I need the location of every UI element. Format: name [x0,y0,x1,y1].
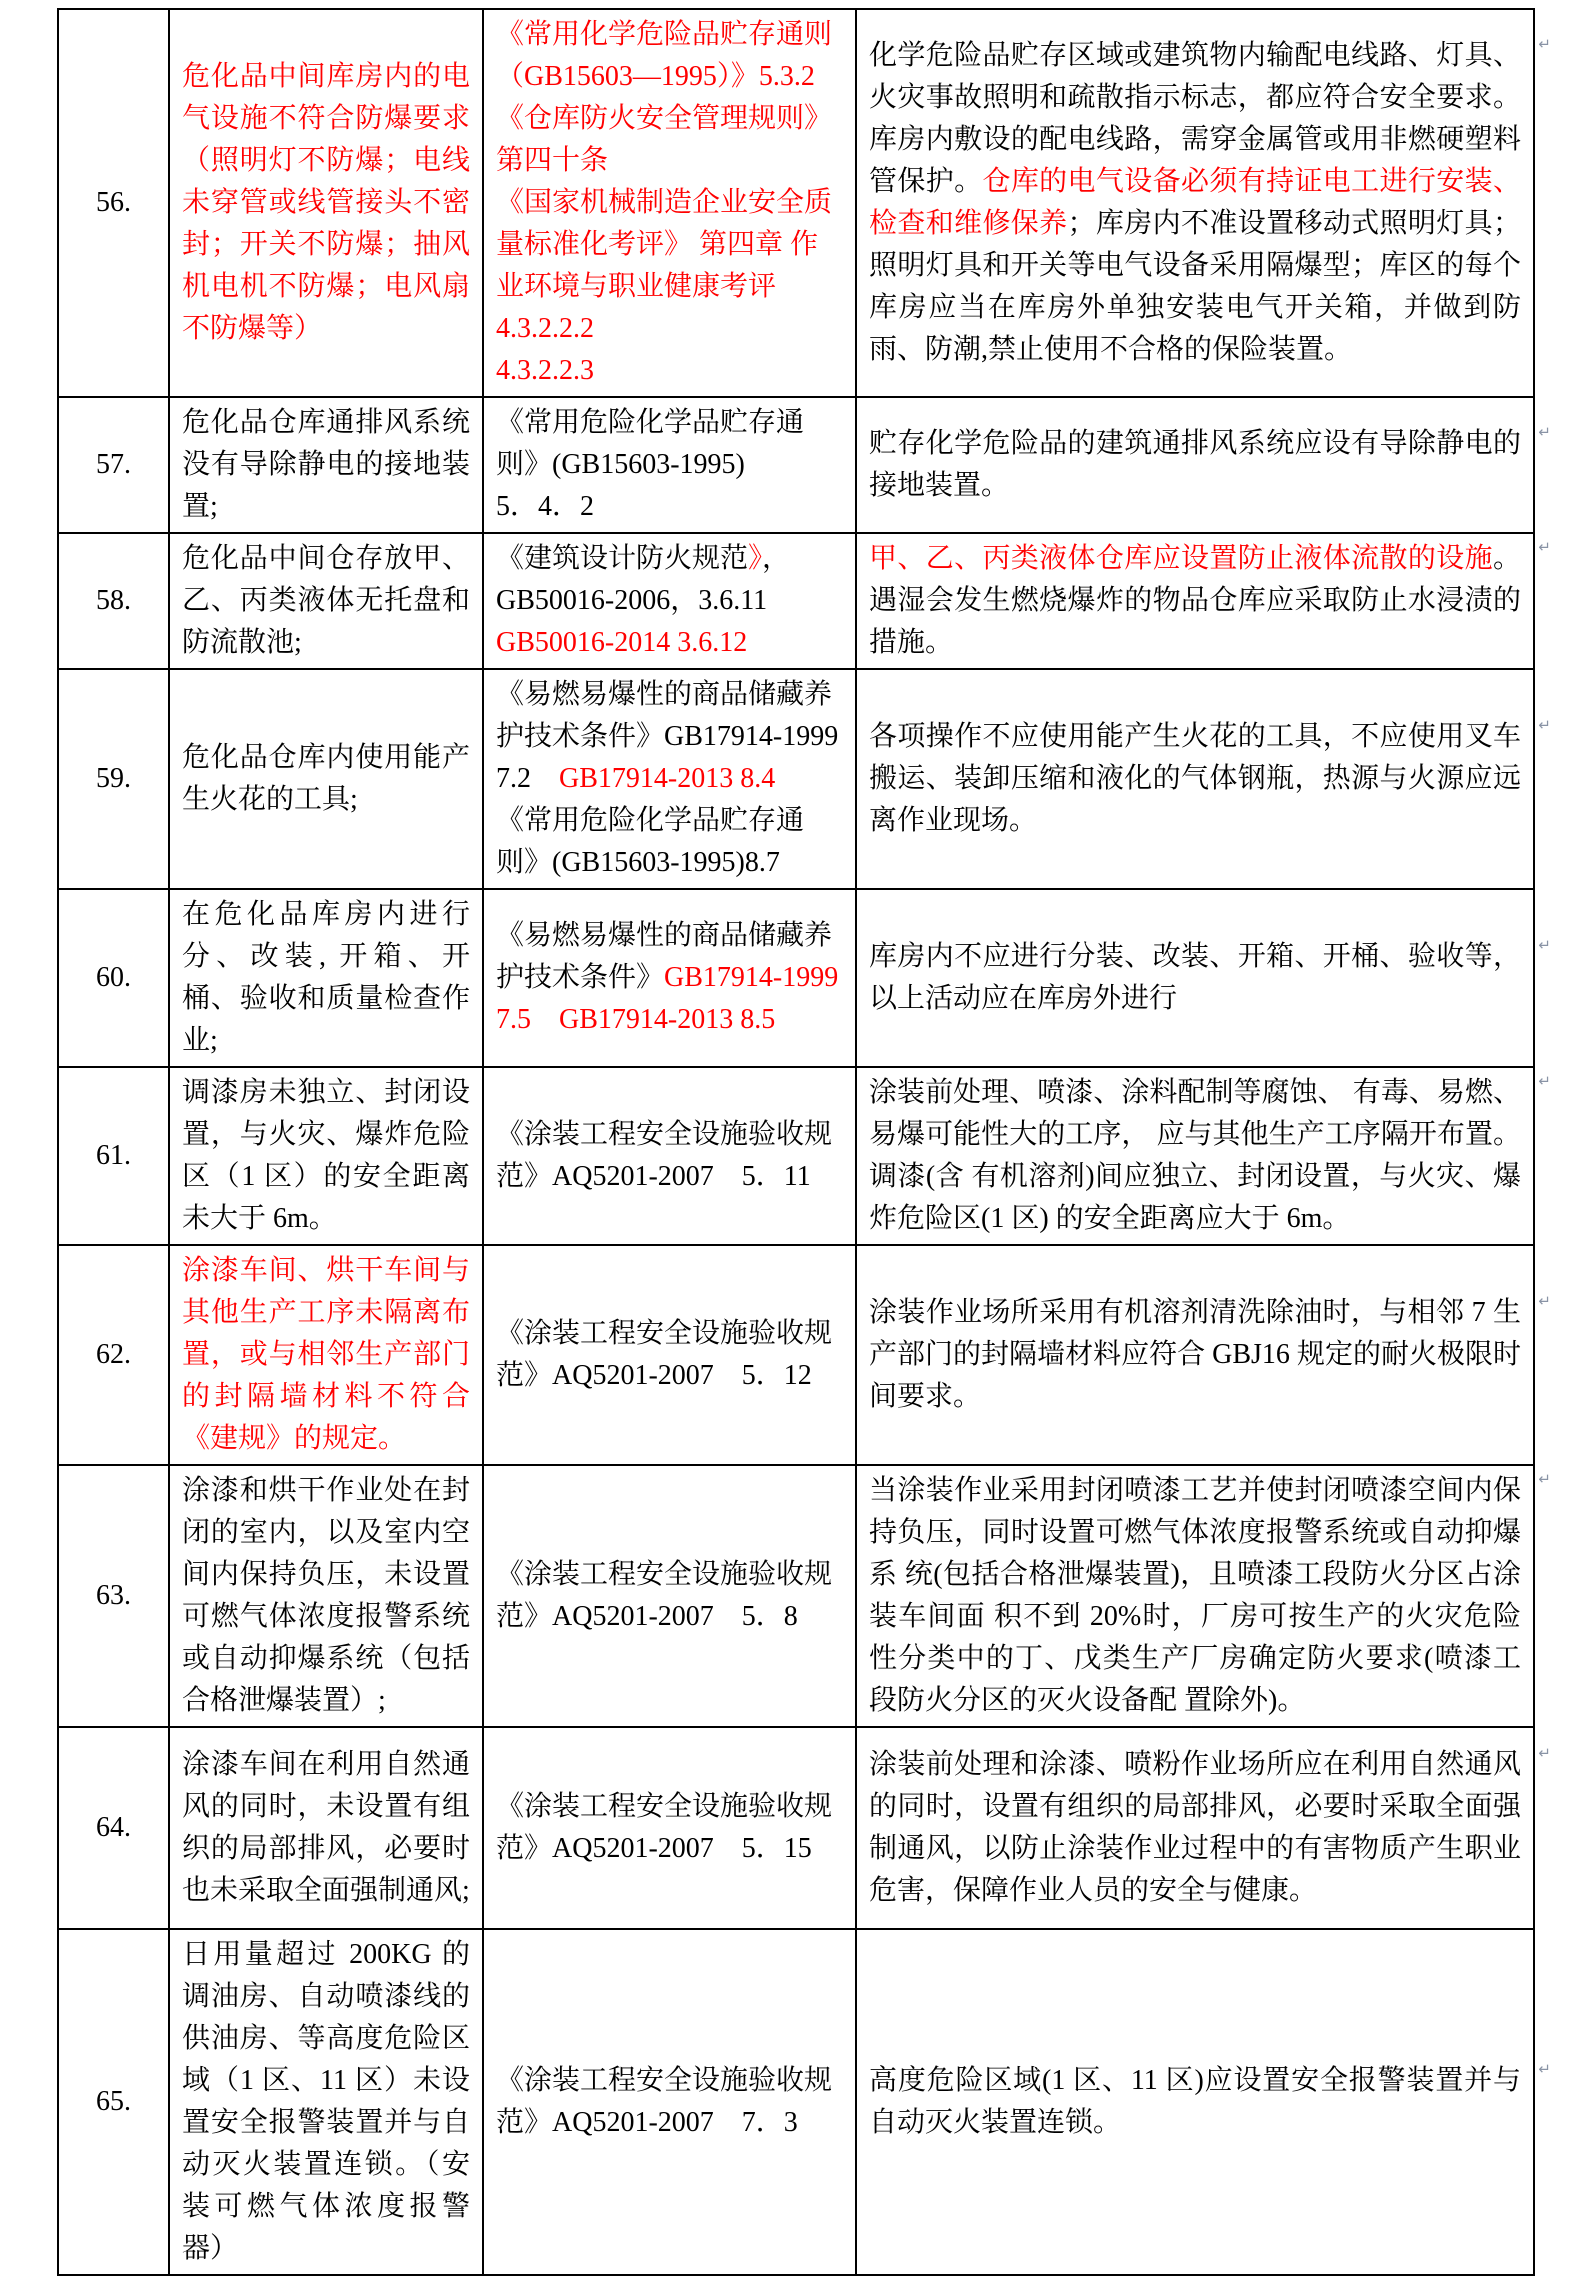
problem-text [182,737,470,821]
paragraph-mark-icon: ↵ [1538,423,1551,441]
table-row [58,669,1534,889]
text-segment: 涂漆和烘干作业处在封闭的室内，以及室内空间内保持负压，未设置可燃气体浓度报警系统或自动抑爆系统（包括合格泄爆装置）; [182,1475,470,1716]
problem-cell [169,1245,483,1465]
basis-text [496,2060,843,2144]
text-segment: 高度危险区域(1 区、11 区)应设置安全报警装置并与自动灭火装置连锁。 [869,2065,1521,2138]
paragraph-mark-icon: ↵ [1538,2060,1551,2078]
problem-text [182,538,470,664]
text-segment: 》 [748,543,763,574]
paragraph-mark-icon: ↵ [1538,538,1551,556]
basis-cell [483,397,856,533]
paragraph-mark-icon: ↵ [1538,1470,1551,1488]
basis-cell [483,533,856,669]
text-segment: 《涂装工程安全设施验收规范》AQ5201-2007 5．12 [496,1318,833,1391]
problem-text [182,56,470,350]
requirement-text [869,1470,1551,1722]
basis-text [496,1786,843,1870]
text-segment: 调漆房未独立、封闭设置，与火灾、爆炸危险区（1 区）的安全距离未大于 6m。 [182,1077,470,1234]
text-segment: ；库房内不准设置移动式照明灯具；照明灯具和开关等电气设备采用隔爆型；库区的每个库房应当在库房外单独安装电气开关箱，并做到防雨、防潮,禁止使用不合格的保险装置。 [869,208,1521,365]
paragraph-mark-icon: ↵ [1538,716,1551,734]
text-segment: 涂漆车间、烘干车间与其他生产工序未隔离布置，或与相邻生产部门的封隔墙材料不符合《建规》的规定。 [182,1255,470,1454]
table-row [58,889,1534,1067]
paragraph-mark-icon: ↵ [1538,1072,1551,1090]
problem-cell [169,1929,483,2275]
problem-cell [169,1727,483,1929]
problem-text [182,1250,470,1460]
text-segment: 日用量超过 200KG 的调油房、自动喷漆线的供油房、等高度危险区域（1 区、11 区）未设置安全报警装置并与自动灭火装置连锁。（安装可燃气体浓度报警器） [182,1939,470,2264]
row-number: 63. [58,1465,169,1727]
text-segment: 甲、乙、丙类液体仓库应设置防止液体流散的设施 [869,543,1493,574]
text-segment: 《仓库防火安全管理规则》第四十条 [496,103,833,176]
basis-cell [483,889,856,1067]
problem-text [182,1744,470,1912]
problem-cell [169,533,483,669]
text-segment: GB17914-1999 7.5 GB17914-2013 8.5 [496,962,839,1035]
text-segment: 涂装前处理和涂漆、喷粉作业场所应在利用自然通风的同时，设置有组织的局部排风，必要时采取全面强制通风，以防止涂装作业过程中的有害物质产生职业危害，保障作业人员的安全与健康。 [869,1749,1521,1906]
text-segment: 《涂装工程安全设施验收规范》AQ5201-2007 7．3 [496,2065,833,2138]
text-segment: 《涂装工程安全设施验收规范》AQ5201-2007 5．15 [496,1791,833,1864]
text-segment: 《建筑设计防火规范 [496,543,749,574]
basis-cell [483,669,856,889]
requirement-text [869,716,1551,842]
text-segment: 贮存化学危险品的建筑通排风系统应设有导除静电的接地装置。 [869,428,1521,501]
basis-text [496,1114,843,1198]
requirement-text [869,2060,1551,2144]
requirement-cell [856,1929,1551,2275]
text-segment: 《常用危险化学品贮存通则》(GB15603-1995) [496,407,805,480]
text-segment: 危化品中间库房内的电气设施不符合防爆要求（照明灯不防爆；电线未穿管或线管接头不密封；开关不防爆；抽风机电机不防爆；电风扇不防爆等） [182,61,470,344]
text-segment: 各项操作不应使用能产生火花的工具，不应使用叉车搬运、装卸压缩和液化的气体钢瓶，热源与火源应远离作业现场。 [869,721,1521,836]
requirement-text [869,1072,1551,1240]
row-number: 58. [58,533,169,669]
table-row [58,9,1534,397]
requirement-cell [856,533,1551,669]
text-segment: 。遇湿会发生燃烧爆炸的物品仓库应采取防止水浸渍的措施。 [869,543,1521,658]
requirement-text [869,35,1551,371]
basis-cell [483,1245,856,1465]
basis-cell [483,1727,856,1929]
row-number: 62. [58,1245,169,1465]
table-row [58,1727,1534,1929]
text-segment: 《易燃易爆性的商品储藏养护技术条件》 [496,920,833,993]
text-segment: GB17914-2013 8.4 [559,763,776,794]
text-segment: 危化品中间仓存放甲、乙、丙类液体无托盘和防流散池; [182,543,470,658]
row-number: 65. [58,1929,169,2275]
text-segment: 库房内不应进行分装、改装、开箱、开桶、验收等，以上活动应在库房外进行 [869,941,1521,1014]
text-segment: 涂漆车间在利用自然通风的同时，未设置有组织的局部排风，必要时也未采取全面强制通风; [182,1749,470,1906]
row-number: 61. [58,1067,169,1245]
problem-cell [169,1067,483,1245]
requirement-text [869,1744,1551,1912]
row-number: 64. [58,1727,169,1929]
problem-cell [169,889,483,1067]
row-number: 59. [58,669,169,889]
text-segment: 仓库的电气设备必须有持证电工进行安装、检查和维修保养 [869,166,1521,239]
row-number: 60. [58,889,169,1067]
problem-cell [169,397,483,533]
requirement-cell [856,889,1551,1067]
row-number: 57. [58,397,169,533]
requirement-cell [856,1245,1551,1465]
text-segment: 4.3.2.2.2 [496,313,594,344]
requirement-cell [856,669,1551,889]
requirement-cell [856,397,1551,533]
basis-text [496,538,843,664]
table-row [58,1465,1534,1727]
problem-text [182,894,470,1062]
table-row [58,533,1534,669]
basis-cell [483,1465,856,1727]
text-segment: 化学危险品贮存区域或建筑物内输配电线路、灯具、火灾事故照明和疏散指示标志，都应符合安全要求。库房内敷设的配电线路，需穿金属管或用非燃硬塑料管保护。 [869,40,1521,197]
basis-text [496,1554,843,1638]
table-row [58,1929,1534,2275]
row-number: 56. [58,9,169,397]
basis-cell [483,9,856,397]
text-segment: 《国家机械制造企业安全质量标准化考评》 第四章 作业环境与职业健康考评 [496,187,833,302]
text-segment: 危化品仓库通排风系统没有导除静电的接地装置; [182,407,470,522]
text-segment: 4.3.2.2.3 [496,355,594,386]
problem-text [182,1470,470,1722]
requirement-text [869,423,1551,507]
text-segment: 《涂装工程安全设施验收规范》AQ5201-2007 5．11 [496,1119,833,1192]
safety-inspection-table-wrap [57,8,1551,2276]
text-segment: 5．4．2 [496,491,595,522]
problem-text [182,1934,470,2270]
requirement-cell [856,1727,1551,1929]
basis-text [496,14,843,392]
text-segment: ，GB50016-2006，3.6.11 [496,543,791,616]
table-row [58,1245,1534,1465]
table-row [58,397,1534,533]
basis-cell [483,1929,856,2275]
text-segment: 《常用危险化学品贮存通则》(GB15603-1995)8.7 [496,763,805,878]
requirement-text [869,538,1551,664]
problem-cell [169,1465,483,1727]
requirement-cell [856,9,1551,397]
basis-text [496,674,843,884]
text-segment: 涂装作业场所采用有机溶剂清洗除油时，与相邻 7 生产部门的封隔墙材料应符合 GBJ16 规定的耐火极限时间要求。 [869,1297,1521,1412]
problem-text [182,1072,470,1240]
text-segment: 《常用化学危险品贮存通则（GB15603—1995）》5.3.2 [496,19,833,92]
text-segment: 当涂装作业采用封闭喷漆工艺并使封闭喷漆空间内保持负压，同时设置可燃气体浓度报警系统或自动抑爆系 统(包括合格泄爆装置)，且喷漆工段防火分区占涂装车间面 积不到 20%时，厂房可按生产的火灾危险性分类中的丁、戊类生产厂房确定防火要求(喷漆工段防火分区的灭火设备配 置除外)。 [869,1475,1521,1716]
text-segment: 危化品仓库内使用能产生火花的工具; [182,742,470,815]
basis-text [496,402,843,528]
paragraph-mark-icon: ↵ [1538,1744,1551,1762]
requirement-cell [856,1067,1551,1245]
requirement-cell [856,1465,1551,1727]
paragraph-mark-icon: ↵ [1538,35,1551,53]
text-segment: 《易燃易爆性的商品储藏养护技术条件》GB17914-1999 7.2 [496,679,839,794]
safety-inspection-table [57,8,1551,2276]
text-segment: 涂装前处理、喷漆、涂料配制等腐蚀、 有毒、易燃、易爆可能性大的工序， 应与其他生产工序隔开布置。调漆(含 有机溶剂)间应独立、封闭设置，与火灾、爆炸危险区(1 区) 的安全距离应大于 6m。 [869,1077,1521,1234]
text-segment: 在危化品库房内进行分、改装, 开箱、开桶、验收和质量检查作业; [182,899,470,1056]
table-row [58,1067,1534,1245]
paragraph-mark-icon: ↵ [1538,936,1551,954]
problem-text [182,402,470,528]
requirement-text [869,936,1551,1020]
problem-cell [169,9,483,397]
basis-text [496,1313,843,1397]
requirement-text [869,1292,1551,1418]
basis-cell [483,1067,856,1245]
text-segment: GB50016-2014 3.6.12 [496,627,748,658]
problem-cell [169,669,483,889]
basis-text [496,915,843,1041]
text-segment: 《涂装工程安全设施验收规范》AQ5201-2007 5．8 [496,1559,833,1632]
paragraph-mark-icon: ↵ [1538,1292,1551,1310]
